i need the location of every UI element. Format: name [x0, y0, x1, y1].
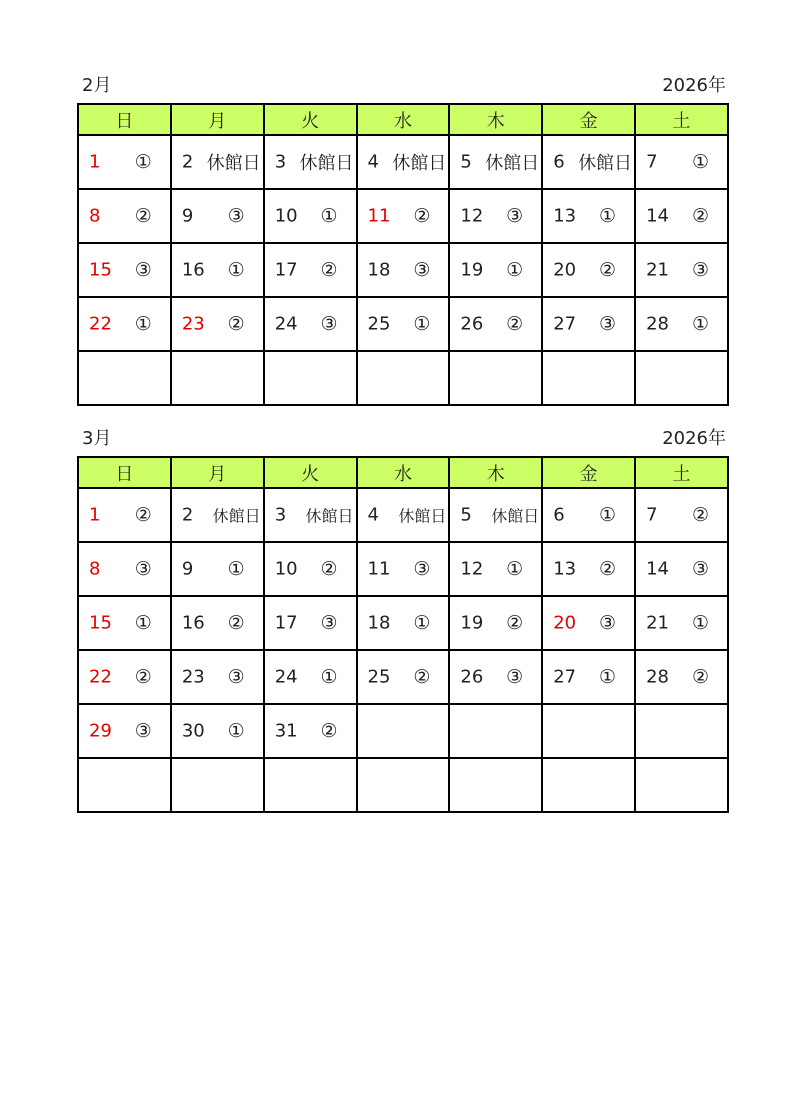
day-number: 7	[646, 151, 658, 173]
schedule-mark: ②	[599, 558, 617, 580]
schedule-mark: ③	[506, 666, 524, 688]
closed-label: 休館日	[305, 506, 354, 526]
day-number: 27	[553, 313, 577, 335]
day-cell	[635, 704, 728, 758]
day-cell	[449, 297, 542, 351]
day-number: 3	[274, 151, 287, 173]
schedule-mark: ②	[691, 666, 709, 688]
day-cell	[264, 542, 357, 596]
day-number: 5	[460, 151, 472, 173]
day-cell	[264, 351, 357, 405]
day-cell	[542, 243, 635, 297]
day-cell	[635, 596, 728, 650]
schedule-mark: ①	[599, 205, 617, 227]
schedule-mark: ①	[599, 666, 617, 688]
day-cell	[171, 351, 264, 405]
day-cell	[449, 135, 542, 189]
schedule-mark: ③	[320, 612, 338, 634]
day-cell	[635, 758, 728, 812]
schedule-mark: ①	[227, 720, 245, 742]
day-number: 15	[89, 259, 112, 281]
closed-label: 休館日	[212, 506, 261, 526]
closed-label: 休館日	[206, 153, 261, 174]
day-cell	[78, 189, 171, 243]
schedule-mark: ③	[134, 558, 152, 580]
day-number: 12	[460, 558, 484, 580]
day-cell	[171, 189, 264, 243]
day-number: 3	[274, 504, 287, 526]
day-number: 1	[89, 504, 101, 526]
day-number: 20	[553, 259, 577, 281]
day-cell	[449, 243, 542, 297]
closed-label: 休館日	[485, 153, 540, 174]
day-cell	[78, 596, 171, 650]
day-number: 13	[553, 558, 577, 580]
day-number: 4	[367, 151, 379, 173]
day-cell	[264, 243, 357, 297]
day-number: 5	[460, 504, 472, 526]
day-cell	[357, 758, 450, 812]
schedule-mark: ②	[413, 205, 431, 227]
schedule-mark: ③	[413, 558, 431, 580]
weekday-header: 水	[357, 104, 450, 135]
day-number: 10	[274, 558, 298, 580]
day-cell	[264, 488, 357, 542]
day-number: 24	[274, 313, 298, 335]
schedule-mark: ①	[691, 313, 709, 335]
schedule-mark: ②	[599, 259, 617, 281]
day-cell	[357, 189, 450, 243]
day-number: 19	[460, 612, 484, 634]
weekday-header: 木	[449, 104, 542, 135]
day-number: 6	[553, 151, 565, 173]
day-number: 8	[89, 205, 101, 227]
day-number: 28	[646, 666, 669, 688]
day-number: 17	[274, 259, 298, 281]
day-number: 4	[367, 504, 379, 526]
schedule-mark: ①	[227, 558, 245, 580]
month-label: 2月	[82, 75, 112, 96]
day-cell	[78, 243, 171, 297]
day-cell	[635, 135, 728, 189]
day-number: 8	[89, 558, 101, 580]
day-cell	[357, 488, 450, 542]
week-row	[78, 243, 728, 297]
weekday-header: 日	[78, 457, 171, 488]
schedule-mark: ②	[227, 612, 245, 634]
schedule-mark: ①	[599, 504, 617, 526]
weekday-header-row	[78, 104, 728, 135]
day-cell	[542, 488, 635, 542]
day-cell	[542, 189, 635, 243]
schedule-mark: ③	[691, 259, 709, 281]
day-cell	[635, 243, 728, 297]
day-cell	[542, 596, 635, 650]
schedule-mark: ①	[413, 313, 431, 335]
day-cell	[264, 297, 357, 351]
day-cell	[264, 189, 357, 243]
day-cell	[357, 596, 450, 650]
weekday-header: 火	[264, 104, 357, 135]
weekday-header: 土	[635, 457, 728, 488]
schedule-mark: ①	[134, 313, 152, 335]
day-number: 2	[181, 151, 194, 173]
closed-label: 休館日	[491, 506, 540, 526]
day-number: 28	[646, 313, 669, 335]
day-cell	[449, 650, 542, 704]
schedule-mark: ③	[227, 205, 245, 227]
schedule-mark: ③	[691, 558, 709, 580]
schedule-mark: ②	[320, 259, 338, 281]
day-cell	[171, 704, 264, 758]
day-cell	[635, 542, 728, 596]
day-cell	[449, 704, 542, 758]
calendar-grid	[77, 103, 729, 406]
schedule-mark: ②	[506, 313, 524, 335]
week-row	[78, 758, 728, 812]
day-cell	[171, 488, 264, 542]
schedule-mark: ②	[134, 504, 152, 526]
day-number: 26	[460, 666, 484, 688]
day-cell	[171, 758, 264, 812]
day-number: 9	[181, 205, 194, 227]
day-number: 31	[274, 720, 298, 742]
schedule-mark: ①	[134, 612, 152, 634]
day-cell	[78, 488, 171, 542]
weekday-header: 火	[264, 457, 357, 488]
day-number: 16	[181, 612, 205, 634]
day-number: 12	[460, 205, 484, 227]
day-number: 27	[553, 666, 577, 688]
schedule-mark: ②	[227, 313, 245, 335]
day-cell	[449, 351, 542, 405]
week-row	[78, 650, 728, 704]
year-label: 2026年	[662, 75, 726, 96]
schedule-mark: ①	[413, 612, 431, 634]
schedule-mark: ③	[134, 720, 152, 742]
day-cell	[542, 650, 635, 704]
day-number: 14	[646, 205, 669, 227]
day-number: 9	[181, 558, 194, 580]
week-row	[78, 596, 728, 650]
day-cell	[171, 542, 264, 596]
day-number: 18	[367, 612, 391, 634]
day-number: 23	[181, 666, 205, 688]
day-cell	[449, 596, 542, 650]
weekday-header: 木	[449, 457, 542, 488]
day-number: 16	[181, 259, 205, 281]
day-number: 19	[460, 259, 484, 281]
closed-label: 休館日	[578, 153, 633, 174]
day-cell	[357, 704, 450, 758]
day-number: 10	[274, 205, 298, 227]
day-number: 11	[367, 558, 391, 580]
schedule-mark: ③	[599, 313, 617, 335]
closed-label: 休館日	[299, 153, 354, 174]
day-number: 22	[89, 666, 112, 688]
day-cell	[357, 650, 450, 704]
day-cell	[171, 596, 264, 650]
year-label: 2026年	[662, 428, 726, 449]
day-cell	[171, 135, 264, 189]
day-number: 6	[553, 504, 565, 526]
day-cell	[357, 351, 450, 405]
day-cell	[357, 135, 450, 189]
day-cell	[542, 758, 635, 812]
weekday-header-row	[78, 457, 728, 488]
schedule-mark: ①	[320, 666, 338, 688]
day-number: 18	[367, 259, 391, 281]
schedule-mark: ③	[599, 612, 617, 634]
schedule-mark: ③	[413, 259, 431, 281]
day-number: 24	[274, 666, 298, 688]
day-cell	[635, 650, 728, 704]
day-number: 30	[181, 720, 205, 742]
weekday-header: 日	[78, 104, 171, 135]
day-cell	[449, 758, 542, 812]
day-cell	[264, 596, 357, 650]
schedule-mark: ②	[413, 666, 431, 688]
weekday-header: 土	[635, 104, 728, 135]
schedule-mark: ②	[320, 720, 338, 742]
closed-label: 休館日	[392, 153, 447, 174]
day-number: 21	[646, 612, 669, 634]
day-cell	[635, 351, 728, 405]
week-row	[78, 542, 728, 596]
day-number: 11	[367, 205, 391, 227]
day-cell	[635, 297, 728, 351]
schedule-mark: ①	[691, 612, 709, 634]
day-cell	[542, 542, 635, 596]
weekday-header: 月	[171, 457, 264, 488]
schedule-mark: ③	[227, 666, 245, 688]
day-cell	[171, 243, 264, 297]
day-cell	[542, 351, 635, 405]
weekday-header: 月	[171, 104, 264, 135]
weekday-header: 水	[357, 457, 450, 488]
day-cell	[542, 704, 635, 758]
day-number: 22	[89, 313, 112, 335]
day-cell	[78, 542, 171, 596]
schedule-mark: ③	[320, 313, 338, 335]
month-label: 3月	[82, 428, 112, 449]
closed-label: 休館日	[398, 506, 447, 526]
day-cell	[635, 488, 728, 542]
day-cell	[78, 135, 171, 189]
day-number: 25	[367, 666, 391, 688]
day-cell	[357, 243, 450, 297]
schedule-mark: ①	[134, 151, 152, 173]
day-cell	[357, 297, 450, 351]
day-number: 17	[274, 612, 298, 634]
day-number: 14	[646, 558, 669, 580]
day-cell	[78, 704, 171, 758]
day-cell	[264, 758, 357, 812]
day-number: 1	[89, 151, 101, 173]
schedule-mark: ①	[506, 259, 524, 281]
schedule-mark: ②	[506, 612, 524, 634]
day-cell	[449, 488, 542, 542]
day-cell	[78, 297, 171, 351]
day-number: 25	[367, 313, 391, 335]
day-cell	[449, 542, 542, 596]
day-number: 29	[89, 720, 112, 742]
weekday-header: 金	[542, 104, 635, 135]
schedule-mark: ②	[691, 205, 709, 227]
schedule-mark: ②	[320, 558, 338, 580]
day-number: 7	[646, 504, 658, 526]
weekday-header: 金	[542, 457, 635, 488]
schedule-mark: ①	[691, 151, 709, 173]
day-cell	[264, 650, 357, 704]
week-row	[78, 189, 728, 243]
calendar-grid	[77, 456, 729, 813]
day-cell	[264, 135, 357, 189]
day-cell	[171, 297, 264, 351]
day-number: 15	[89, 612, 112, 634]
day-number: 21	[646, 259, 669, 281]
day-cell	[264, 704, 357, 758]
schedule-mark: ②	[134, 205, 152, 227]
day-number: 13	[553, 205, 577, 227]
day-number: 2	[181, 504, 194, 526]
day-cell	[78, 351, 171, 405]
schedule-mark: ①	[320, 205, 338, 227]
week-row	[78, 297, 728, 351]
week-row	[78, 488, 728, 542]
day-cell	[542, 135, 635, 189]
week-row	[78, 351, 728, 405]
schedule-mark: ②	[134, 666, 152, 688]
schedule-mark: ③	[506, 205, 524, 227]
schedule-mark: ①	[506, 558, 524, 580]
week-row	[78, 704, 728, 758]
schedule-mark: ①	[227, 259, 245, 281]
day-cell	[542, 297, 635, 351]
day-number: 20	[553, 612, 577, 634]
week-row	[78, 135, 728, 189]
day-cell	[78, 650, 171, 704]
day-cell	[449, 189, 542, 243]
day-cell	[357, 542, 450, 596]
schedule-mark: ③	[134, 259, 152, 281]
schedule-mark: ②	[691, 504, 709, 526]
day-cell	[635, 189, 728, 243]
day-number: 26	[460, 313, 484, 335]
day-cell	[171, 650, 264, 704]
day-cell	[78, 758, 171, 812]
day-number: 23	[181, 313, 205, 335]
